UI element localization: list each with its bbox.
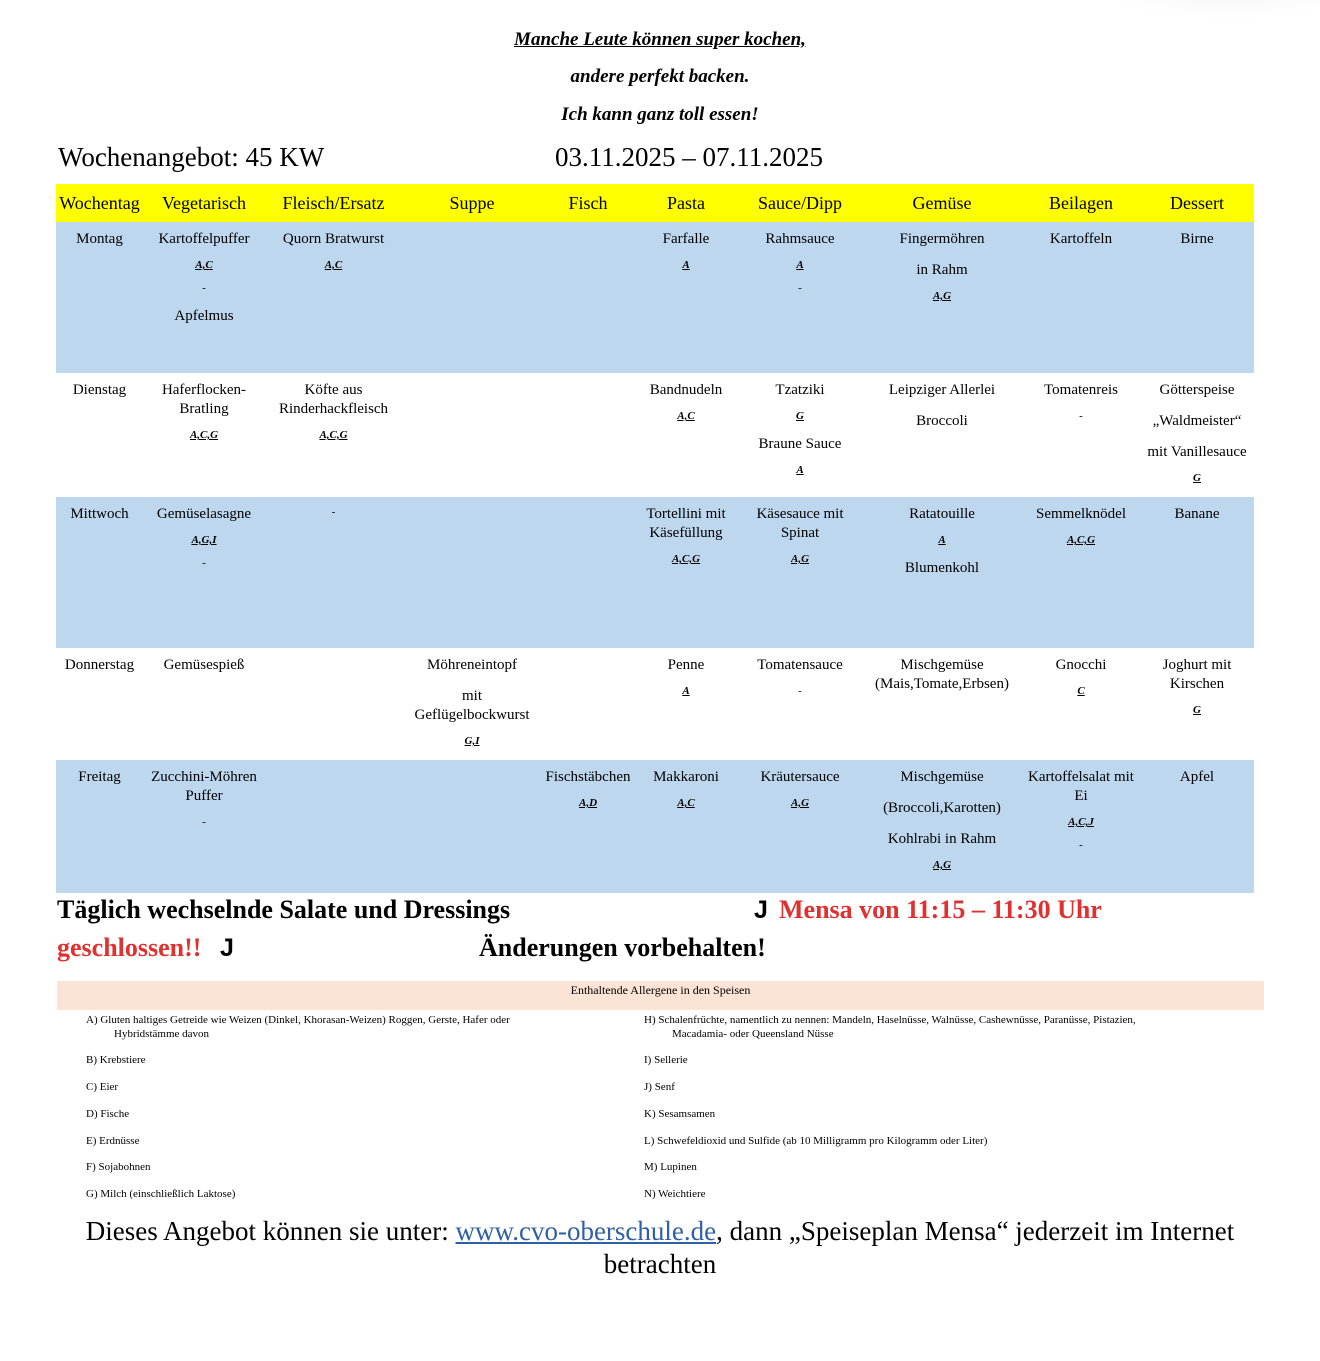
dish-name: Makkaroni: [653, 769, 719, 785]
col-header: Wochentag: [56, 184, 143, 222]
dish-name: Farfalle: [662, 231, 710, 247]
fish-cell: [542, 648, 634, 760]
dish-name-2: Blumenkohl: [904, 560, 980, 576]
meat-cell: [265, 222, 402, 373]
dish-name: Köfte aus Rinderhackfleisch: [278, 382, 389, 417]
dish-name: Ratatouille: [909, 506, 975, 522]
soup-cell: [402, 648, 542, 760]
pasta-cell: [634, 760, 738, 893]
table-row: [56, 497, 1254, 648]
allergen-codes: A,G: [932, 290, 952, 302]
dish-name: Fingermöhren: [899, 231, 985, 247]
col-header: Pasta: [634, 184, 738, 222]
header-row: [56, 184, 1254, 222]
motto-line-1: Manche Leute können super kochen,: [514, 29, 806, 50]
fish-cell: [542, 760, 634, 893]
table-row: [56, 648, 1254, 760]
allergen-codes: G: [1193, 704, 1201, 716]
dish-name: Tortellini mit Käsefüllung: [646, 506, 726, 541]
dish-name: Apfel: [1179, 769, 1215, 785]
allergen-item: [86, 1013, 586, 1041]
pasta-cell: [634, 648, 738, 760]
dish-name: Leipziger Allerlei: [888, 382, 996, 398]
allergen-codes: A,G: [932, 859, 952, 871]
dish-name: Kartoffeln: [1049, 231, 1113, 247]
table-row: [56, 222, 1254, 373]
col-header: Vegetarisch: [143, 184, 265, 222]
salads-note: Täglich wechselnde Salate und Dressings: [57, 895, 511, 924]
dish-name: Penne: [667, 657, 705, 673]
vegetable-cell: [862, 648, 1022, 760]
dish-name: Joghurt mit Kirschen: [1162, 657, 1232, 692]
allergen-item: D) Fische: [86, 1108, 130, 1120]
vegetarian-cell: [143, 222, 265, 373]
dash-mark: -: [798, 282, 802, 294]
motto-line-2: andere perfekt backen.: [570, 66, 750, 87]
dish-name: Haferflocken-Bratling: [161, 382, 247, 417]
allergen-item: F) Sojabohnen: [86, 1161, 151, 1173]
dish-name-2: Broccoli: [916, 413, 968, 429]
dish-name: Mischgemüse (Mais,Tomate,Erbsen): [875, 657, 1009, 692]
dish-name-2: Braune Sauce: [758, 436, 842, 452]
table-row: [56, 760, 1254, 893]
footer-prefix: Dieses Angebot können sie unter:: [85, 1216, 456, 1246]
dish-name: Gnocchi: [1055, 657, 1107, 673]
dish-name: Semmelknödel: [1036, 506, 1126, 522]
dessert-cell: [1140, 760, 1254, 893]
meat-cell: [265, 648, 402, 760]
allergen-codes-2: A: [796, 464, 804, 476]
vegetarian-cell: [143, 648, 265, 760]
allergen-text: A) Gluten haltiges Getreide wie Weizen (Dinkel, Khorasan-Weizen) Roggen, Gerste, Hafer oder: [86, 1014, 510, 1026]
vegetable-cell: [862, 760, 1022, 893]
day-cell: Mittwoch: [56, 497, 143, 648]
col-header: Beilagen: [1022, 184, 1140, 222]
dish-name-3: Kohlrabi in Rahm: [887, 831, 997, 847]
side-cell: [1022, 760, 1140, 893]
meat-cell: [265, 760, 402, 893]
fish-cell: [542, 373, 634, 497]
soup-cell: [402, 497, 542, 648]
sauce-cell: [738, 648, 862, 760]
allergen-codes: A,D: [578, 797, 598, 809]
allergen-item: B) Krebstiere: [86, 1054, 146, 1066]
allergen-codes: C: [1077, 685, 1085, 697]
dish-name-2: „Waldmeister“: [1152, 413, 1242, 429]
allergen-codes: A,C: [677, 797, 695, 809]
allergen-codes: A,G: [790, 797, 810, 809]
allergen-codes: A,C: [195, 259, 213, 271]
allergen-text: H) Schalenfrüchte, namentlich zu nennen: Mandeln, Haselnüsse, Walnüsse, Cashewnüsse, Paranüsse, Pistazien,: [644, 1014, 1136, 1026]
dessert-cell: [1140, 373, 1254, 497]
dish-name: Gemüselasagne: [156, 506, 252, 522]
allergen-codes: A,C: [324, 259, 343, 271]
day-cell: Freitag: [56, 760, 143, 893]
vegetable-cell: [862, 497, 1022, 648]
dessert-cell: [1140, 222, 1254, 373]
dish-name: Bandnudeln: [649, 382, 723, 398]
col-header: Dessert: [1140, 184, 1254, 222]
dish-name: Tomatensauce: [757, 657, 843, 673]
side-cell: [1022, 648, 1140, 760]
dish-name: Banane: [1174, 506, 1220, 522]
allergen-item: G) Milch (einschließlich Laktose): [86, 1188, 236, 1200]
allergen-codes: A,G: [790, 553, 810, 565]
pasta-cell: [634, 222, 738, 373]
allergen-codes: G,I: [464, 735, 480, 747]
dish-name: Götterspeise: [1159, 382, 1235, 398]
vegetable-cell: [862, 222, 1022, 373]
dish-name: Gemüsespieß: [163, 657, 245, 673]
allergen-codes: A,C,G: [671, 553, 701, 565]
col-header: Fleisch/Ersatz: [265, 184, 402, 222]
dish-name-2: mit Geflügelbockwurst: [414, 688, 530, 723]
dish-name: Quorn Bratwurst: [282, 231, 385, 247]
sauce-cell: [738, 373, 862, 497]
footer-suffix: , dann „Speiseplan Mensa“ jederzeit im Internet betrachten: [603, 1216, 1235, 1279]
allergen-codes: A: [682, 685, 690, 697]
pasta-cell: [634, 497, 738, 648]
allergen-item: [644, 1013, 1244, 1041]
dish-name: Möhreneintopf: [427, 657, 517, 673]
side-cell: [1022, 497, 1140, 648]
col-header: Sauce/Dipp: [738, 184, 862, 222]
vegetarian-cell: [143, 497, 265, 648]
allergen-codes: A: [938, 534, 946, 546]
vegetarian-cell: [143, 760, 265, 893]
pasta-cell: [634, 373, 738, 497]
allergen-codes: A,C: [677, 410, 695, 422]
dish-name-3: mit Vanillesauce: [1147, 444, 1247, 460]
soup-cell: [402, 760, 542, 893]
dash-mark: -: [798, 685, 802, 697]
col-header: Fisch: [542, 184, 634, 222]
dish-name-2: (Broccoli,Karotten): [883, 800, 1001, 816]
allergen-codes: A: [682, 259, 690, 271]
closed-note: geschlossen!!: [57, 933, 202, 962]
dessert-cell: [1140, 497, 1254, 648]
footer-note: [40, 1215, 1280, 1281]
day-cell: Dienstag: [72, 382, 127, 398]
smiley-icon: J: [220, 934, 234, 962]
soup-cell: [402, 222, 542, 373]
dish-name: Tzatziki: [775, 382, 825, 398]
dish-name-2: in Rahm: [916, 262, 968, 278]
allergen-codes: G: [796, 410, 804, 422]
vegetarian-cell: [143, 373, 265, 497]
sauce-cell: [738, 222, 862, 373]
allergens-title: Enthaltende Allergene in den Speisen: [57, 981, 1264, 1010]
day-cell: Donnerstag: [64, 657, 135, 673]
page-shadow: [1080, 0, 1320, 20]
allergen-text-cont: Hybridstämme davon: [114, 1028, 210, 1040]
allergen-item: E) Erdnüsse: [86, 1135, 140, 1147]
col-header: Gemüse: [862, 184, 1022, 222]
dash-mark: -: [331, 506, 336, 518]
allergen-codes: A: [796, 259, 804, 271]
dish-name: Käsesauce mit Spinat: [756, 506, 844, 541]
meat-cell: [265, 373, 402, 497]
dish-name: Kartoffelpuffer: [158, 231, 250, 247]
dish-name: Tomatenreis: [1044, 382, 1118, 398]
fish-cell: [542, 497, 634, 648]
dash-mark: -: [1079, 410, 1083, 422]
vegetable-cell: [862, 373, 1022, 497]
dash-mark: -: [1079, 839, 1083, 851]
allergen-codes: A,C,J: [1068, 816, 1094, 828]
sauce-cell: [738, 497, 862, 648]
fish-cell: [542, 222, 634, 373]
dish-extra: Apfelmus: [174, 308, 234, 324]
side-cell: [1022, 222, 1140, 373]
allergen-codes: A,C,G: [319, 429, 348, 441]
dash-mark: -: [202, 282, 206, 294]
allergen-item: N) Weichtiere: [644, 1188, 706, 1200]
motto-line-3: Ich kann ganz toll essen!: [561, 104, 759, 125]
allergen-item: L) Schwefeldioxid und Sulfide (ab 10 Milligramm pro Kilogramm oder Liter): [644, 1135, 988, 1147]
allergen-codes: G: [1193, 472, 1201, 484]
dash-mark: -: [202, 816, 206, 828]
side-cell: [1022, 373, 1140, 497]
allergen-item: J) Senf: [644, 1081, 675, 1093]
table-row: [56, 373, 1254, 497]
dish-name: Mischgemüse: [900, 769, 984, 785]
website-link[interactable]: www.cvo-oberschule.de: [455, 1216, 717, 1246]
dish-name: Birne: [1180, 231, 1214, 247]
day-cell: Montag: [56, 222, 143, 373]
soup-cell: [402, 373, 542, 497]
allergen-text-cont: Macadamia- oder Queensland Nüsse: [672, 1028, 834, 1040]
mensa-hours-note: Mensa von 11:15 – 11:30 Uhr: [779, 895, 1102, 924]
allergen-codes: A,C,G: [1066, 534, 1096, 546]
dish-name: Kartoffelsalat mit Ei: [1028, 769, 1134, 804]
dish-name: Zucchini-Möhren Puffer: [151, 769, 257, 804]
date-range: 03.11.2025 – 07.11.2025: [555, 142, 823, 172]
dessert-cell: [1140, 648, 1254, 760]
changes-note: Änderungen vorbehalten!: [479, 933, 766, 962]
menu-table: [56, 184, 1254, 893]
dish-name: Rahmsauce: [765, 231, 835, 247]
sauce-cell: [738, 760, 862, 893]
allergen-item: M) Lupinen: [644, 1161, 697, 1173]
week-label: Wochenangebot: 45 KW: [58, 142, 325, 172]
allergen-item: K) Sesamsamen: [644, 1108, 716, 1120]
smiley-icon: J: [754, 896, 768, 924]
col-header: Suppe: [402, 184, 542, 222]
allergen-item: C) Eier: [86, 1081, 119, 1093]
meat-cell: [265, 497, 402, 648]
dish-name: Kräutersauce: [760, 769, 840, 785]
allergen-item: I) Sellerie: [644, 1054, 688, 1066]
dash-mark: -: [202, 557, 206, 569]
allergen-codes: A,G,I: [191, 534, 217, 546]
allergen-codes: A,C,G: [189, 429, 219, 441]
dish-name: Fischstäbchen: [545, 769, 631, 785]
